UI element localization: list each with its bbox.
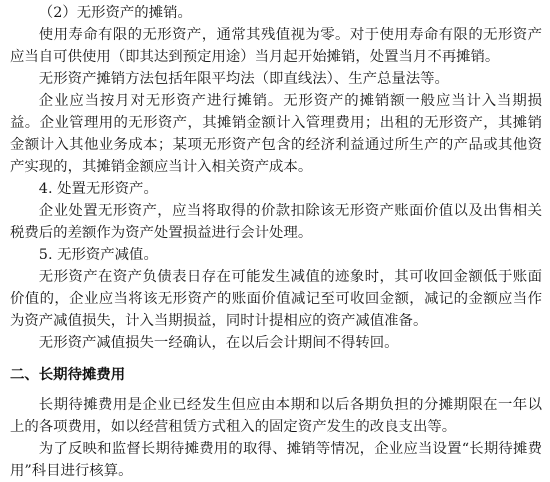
paragraph-amortization-heading: （2）无形资产的摊销。 (38, 5, 192, 21)
paragraph-amortization-methods: 无形资产摊销方法包括年限平均法（即直线法）、生产总量法等。 (38, 71, 449, 87)
paragraph-useful-life: 使用寿命有限的无形资产，通常其残值视为零。对于使用寿命有限的无形资产应当自可供使用（即其达到预定用途）当月起开始摊销，处置当月不再摊销。 (10, 27, 542, 65)
section-heading: 二、长期待摊费用 (10, 367, 126, 383)
paragraph-impairment-heading: 5. 无形资产减值。 (38, 247, 158, 263)
paragraph-long-term-prepaid-account: 为了反映和监督长期待摊费用的取得、摊销等情况，企业应当设置“长期待摊费用”科目进行核算。 (10, 441, 542, 479)
paragraph-impairment: 无形资产在资产负债表日存在可能发生减值的迹象时，其可收回金额低于账面价值的，企业应当将该无形资产的账面价值减记至可收回金额，减记的金额应当作为资产减值损失，计入当期损益，同时计提相应的资产减值准备。 (10, 269, 542, 329)
paragraph-monthly-amortization: 企业应当按月对无形资产进行摊销。无形资产的摊销额一般应当计入当期损益。企业管理用的无形资产，其摊销金额计入管理费用；出租的无形资产，其摊销金额计入其他业务成本；某项无形资产包含的经济利益通过所生产的产品或其他资产实现的，其摊销金额应当计入相关资产成本。 (10, 93, 542, 175)
paragraph-impairment-irreversible: 无形资产减值损失一经确认，在以后会计期间不得转回。 (38, 335, 399, 351)
paragraph-long-term-prepaid-definition: 长期待摊费用是企业已经发生但应由本期和以后各期负担的分摊期限在一年以上的各项费用，如以经营租赁方式租入的固定资产发生的改良支出等。 (10, 397, 542, 435)
paragraph-disposal-heading: 4. 处置无形资产。 (38, 181, 158, 197)
document-page (10, 2, 542, 482)
paragraph-disposal: 企业处置无形资产，应当将取得的价款扣除该无形资产账面价值以及出售相关税费后的差额作为资产处置损益进行会计处理。 (10, 203, 542, 241)
